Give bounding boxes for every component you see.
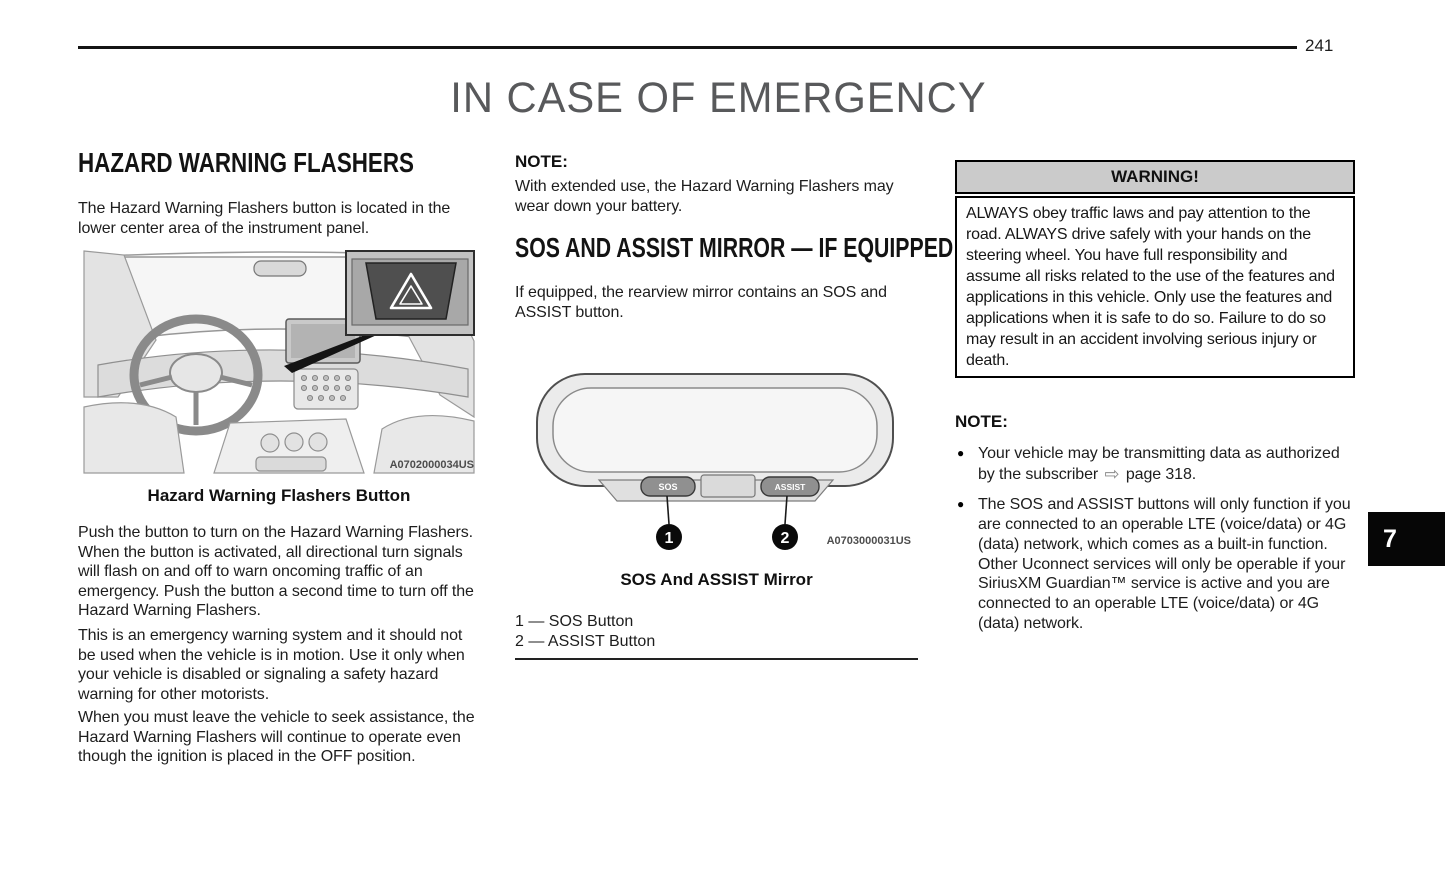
warning-header: WARNING! (955, 160, 1355, 194)
hazard-paragraph-2: This is an emergency warning system and it should not be used when the vehicle is in motion. Use it only when your vehicle is disabled or signaling a safety hazard warning for other motorists. (78, 627, 465, 703)
assist-button-label: ASSIST (774, 482, 806, 492)
hazard-paragraph-1: Push the button to turn on the Hazard Warning Flashers. When the button is activated, all directional turn signals will flash on and off to warn oncoming traffic of an emergency. Push the button a second time to turn off the Hazard Warning Flashers. (78, 524, 474, 619)
middle-column (515, 0, 954, 874)
bullet-dot-icon: ● (957, 497, 965, 512)
figure-code-mirror: A0703000031US (826, 535, 911, 547)
dashboard-figure (78, 245, 480, 475)
center-stack-sketch (294, 369, 358, 409)
sos-button-label: SOS (658, 482, 678, 492)
note-bullet-list (955, 444, 1355, 644)
bullet-dot-icon: ● (957, 446, 965, 460)
left-column (78, 0, 480, 874)
mirror-figure (515, 338, 918, 566)
mirror-legend (515, 612, 918, 651)
svg-text:1: 1 (664, 530, 674, 547)
note-label-right: NOTE: (955, 412, 1008, 431)
dashboard-illustration (78, 245, 480, 475)
hazard-paragraph-3: When you must leave the vehicle to seek assistance, the Hazard Warning Flashers will continue to operate even though the ignition is placed in the OFF position. (78, 709, 475, 765)
legend-item-assist: 2 — ASSIST Button (515, 632, 656, 650)
figure-code-dashboard: A0702000034US (389, 459, 474, 471)
page-reference-link[interactable]: ⇨ page 318. (1104, 463, 1197, 485)
sos-intro-paragraph: If equipped, the rearview mirror contains an SOS and ASSIST button. (515, 284, 887, 321)
page-number: 241 (1305, 36, 1334, 55)
note-bullet-network: ● The SOS and ASSIST buttons will only function if you are connected to an operable LTE (voice/data) or 4G (data) network, which comes as a built-in function. Other Uconnect services will only be operable if your SiriusXM Guardian™ service is active and you are connected to an operable LTE (voice/data) or 4G (data) network. (957, 496, 1351, 632)
sos-button-sketch (641, 477, 695, 496)
note-bullet-transmitting: ● Your vehicle may be transmitting data as authorized by the subscriber ⇨ page 318. (957, 445, 1340, 485)
legend-item-sos: 1 — SOS Button (515, 613, 634, 630)
rearview-mirror-sketch (254, 261, 306, 276)
chapter-tab: 7 (1368, 512, 1445, 566)
svg-text:2: 2 (780, 530, 790, 547)
right-column (955, 0, 1355, 874)
note-label-mid: NOTE: (515, 152, 568, 171)
section-heading-sos-mirror: SOS AND ASSIST MIRROR — IF EQUIPPED (515, 232, 954, 263)
hazard-intro-paragraph: The Hazard Warning Flashers button is located in the lower center area of the instrument panel. (78, 200, 451, 237)
mirror-illustration (515, 338, 917, 566)
page-reference-arrow-icon: ⇨ (1104, 463, 1120, 485)
callout-2 (772, 524, 798, 550)
callout-1 (656, 524, 682, 550)
hazard-button-inset (346, 251, 474, 335)
mirror-figure-caption: SOS And ASSIST Mirror (620, 570, 813, 589)
page-title: IN CASE OF EMERGENCY (449, 74, 987, 122)
note-text-mid: With extended use, the Hazard Warning Flashers may wear down your battery. (515, 178, 894, 215)
warning-body: ALWAYS obey traffic laws and pay attention to the road. ALWAYS drive safely with your hands on the steering wheel. You have full responsibility and assume all risks related to the use of the features and applications in this vehicle. Only use the features and applications when it is safe to do so. Failure to do so may result in an accident involving serious injury or death. (955, 196, 1355, 378)
assist-button-sketch (761, 477, 819, 496)
dashboard-figure-caption: Hazard Warning Flashers Button (147, 486, 411, 505)
section-divider-rule (515, 658, 918, 660)
section-heading-hazard-flashers: HAZARD WARNING FLASHERS (78, 147, 414, 178)
